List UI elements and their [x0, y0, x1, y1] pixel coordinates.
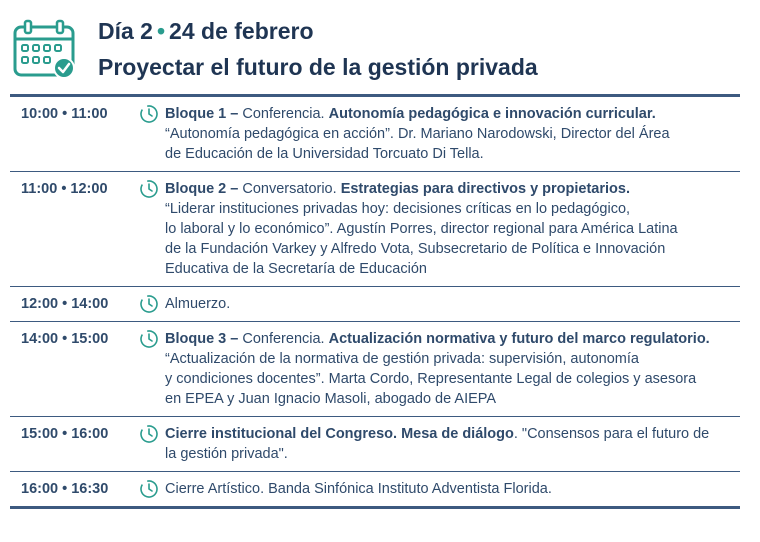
session-detail-line: de la Fundación Varkey y Alfredo Vota, Subsecretario de Política e Innovación — [165, 241, 666, 257]
clock-icon — [139, 479, 159, 499]
session-detail-line: de Educación de la Universidad Torcuato Di Tella. — [165, 146, 484, 162]
time-range: 11:00 • 12:00 — [21, 181, 108, 197]
clock-icon — [139, 294, 159, 314]
session-text: Cierre Artístico. Banda Sinfónica Instituto Adventista Florida. — [165, 481, 552, 497]
calendar-check-icon — [12, 18, 78, 80]
date-label: 24 de febrero — [169, 18, 314, 44]
session-bold-text: Bloque 1 – — [165, 106, 239, 122]
session-detail-line: lo laboral y lo económico”. Agustín Porres, director regional para América Latina — [165, 221, 678, 237]
session-text: Conferencia. — [238, 331, 329, 347]
session-detail-line: Educativa de la Secretaría de Educación — [165, 261, 427, 277]
schedule-row — [10, 416, 740, 471]
title-separator: • — [156, 18, 166, 44]
session-text: Conferencia. — [238, 106, 329, 122]
schedule-row — [10, 171, 740, 286]
session-description — [165, 294, 740, 314]
day-label: Día 2 — [98, 18, 153, 44]
clock-icon — [139, 104, 159, 124]
session-bold-text: Estrategias para directivos y propietarios. — [340, 181, 630, 197]
time-range: 12:00 • 14:00 — [21, 296, 109, 312]
schedule-row — [10, 97, 740, 171]
session-heading — [165, 179, 736, 199]
header — [10, 14, 750, 84]
clock-icon — [139, 424, 159, 444]
session-description — [165, 104, 740, 164]
session-detail-line: “Liderar instituciones privadas hoy: decisiones críticas en lo pedagógico, — [165, 201, 631, 217]
session-description — [165, 479, 740, 499]
session-detail-line: y condiciones docentes”. Marta Cordo, Representante Legal de colegios y asesora — [165, 371, 697, 387]
session-description — [165, 329, 740, 409]
session-heading — [165, 329, 736, 349]
day-title — [98, 18, 314, 45]
session-detail-line: “Autonomía pedagógica en acción”. Dr. Mariano Narodowski, Director del Área — [165, 126, 670, 142]
time-range: 16:00 • 16:30 — [21, 481, 109, 497]
session-bold-text: Autonomía pedagógica e innovación curricular. — [328, 106, 656, 122]
schedule-row — [10, 286, 740, 321]
session-description — [165, 179, 740, 279]
session-bold-text: Actualización normativa y futuro del marco regulatorio. — [328, 331, 710, 347]
session-detail-line: en EPEA y Juan Ignacio Masoli, abogado de AIEPA — [165, 391, 497, 407]
session-description — [165, 424, 740, 464]
time-range: 10:00 • 11:00 — [21, 106, 108, 122]
session-text: . "Consensos para el futuro de — [513, 426, 710, 442]
session-heading — [165, 294, 736, 314]
schedule-table — [10, 94, 740, 509]
session-text: Almuerzo. — [165, 296, 231, 312]
session-text: Conversatorio. — [238, 181, 341, 197]
session-detail-line: “Actualización de la normativa de gestión privada: supervisión, autonomía — [165, 351, 639, 367]
session-heading — [165, 479, 736, 499]
clock-icon — [139, 179, 159, 199]
schedule-row — [10, 471, 740, 506]
time-range: 15:00 • 16:00 — [21, 426, 109, 442]
schedule-row — [10, 321, 740, 416]
clock-icon — [139, 329, 159, 349]
session-heading — [165, 424, 736, 444]
session-bold-text: Bloque 2 – — [165, 181, 239, 197]
session-detail-line: la gestión privada". — [165, 446, 288, 462]
page-subtitle: Proyectar el futuro de la gestión privada — [98, 54, 538, 80]
session-bold-text: Cierre institucional del Congreso. Mesa de diálogo — [165, 426, 514, 442]
session-heading — [165, 104, 736, 124]
time-range: 14:00 • 15:00 — [21, 331, 109, 347]
session-bold-text: Bloque 3 – — [165, 331, 239, 347]
